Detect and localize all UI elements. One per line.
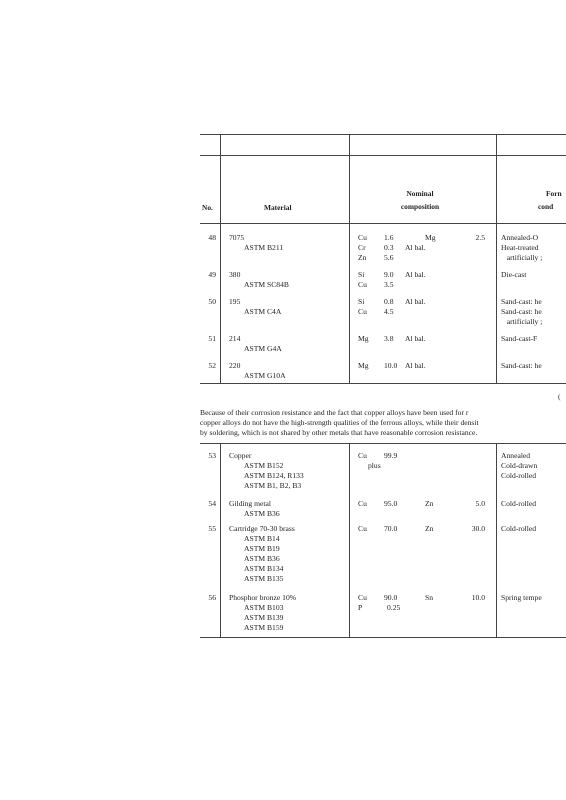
row-49-el1: Si bbox=[358, 270, 365, 279]
row-56-material: Phosphor bronze 10% bbox=[229, 593, 297, 602]
header-condition: cond bbox=[538, 202, 554, 211]
table2-column-rule-no bbox=[220, 443, 221, 637]
row-50-val2: 4.5 bbox=[384, 307, 394, 316]
row-48-val2: 2.5 bbox=[475, 233, 485, 242]
row-48-el4: Zn bbox=[358, 253, 367, 262]
row-56-val2: 10.0 bbox=[471, 593, 485, 602]
row-55-spec-3: ASTM B36 bbox=[244, 554, 280, 563]
row-49-bal: Al bal. bbox=[405, 270, 426, 279]
row-48-el1: Cu bbox=[358, 233, 367, 242]
row-51-bal: Al bal. bbox=[405, 334, 426, 343]
row-50-material: 195 bbox=[229, 297, 241, 306]
row-54-material: Gilding metal bbox=[229, 499, 271, 508]
row-53-plus: plus bbox=[368, 461, 381, 470]
row-50-val1: 0.8 bbox=[384, 297, 394, 306]
row-55-spec-1: ASTM B14 bbox=[244, 534, 280, 543]
row-52-bal: Al bal. bbox=[405, 361, 426, 370]
row-49-val1: 9.0 bbox=[384, 270, 394, 279]
row-49-val2: 3.5 bbox=[384, 280, 394, 289]
row-53-form2: Cold-drawn bbox=[501, 461, 538, 470]
row-54-el1: Cu bbox=[358, 499, 367, 508]
row-50-form3: artificially ; bbox=[501, 317, 543, 326]
row-55-el2: Zn bbox=[425, 524, 434, 533]
row-51-material: 214 bbox=[229, 334, 241, 343]
row-54-spec: ASTM B36 bbox=[244, 509, 280, 518]
row-50-el2: Cu bbox=[358, 307, 367, 316]
row-54-val2: 5.0 bbox=[475, 499, 485, 508]
row-52-material: 220 bbox=[229, 361, 241, 370]
row-54-form1: Cold-rolled bbox=[501, 499, 537, 508]
row-54-el2: Zn bbox=[425, 499, 434, 508]
row-53-form1: Annealed bbox=[501, 451, 531, 460]
body-paragraph-line-3: by soldering, which is not shared by other metals that have reasonable corrosion resistance. bbox=[200, 428, 478, 437]
row-48-spec: ASTM B211 bbox=[244, 243, 284, 252]
row-53-spec-1: ASTM B152 bbox=[244, 461, 284, 470]
row-48-bal: Al bal. bbox=[405, 243, 426, 252]
row-51-no: 51 bbox=[208, 334, 216, 343]
row-49-spec: ASTM SC84B bbox=[244, 280, 289, 289]
table-header-bottom-rule bbox=[200, 223, 566, 224]
row-53-spec-3: ASTM B1, B2, B3 bbox=[244, 481, 302, 490]
column-rule-material bbox=[349, 134, 350, 383]
row-48-form1: Annealed-O bbox=[501, 233, 539, 242]
row-55-spec-2: ASTM B19 bbox=[244, 544, 280, 553]
row-48-form3: artificially ; bbox=[501, 253, 543, 262]
row-53-form3: Cold-rolled bbox=[501, 471, 537, 480]
row-56-el2: Sn bbox=[425, 593, 434, 602]
row-56-spec-3: ASTM B159 bbox=[244, 623, 284, 632]
header-nominal: Nominal bbox=[406, 189, 434, 198]
table-top-rule bbox=[200, 134, 566, 135]
row-56-no: 56 bbox=[208, 593, 216, 602]
row-52-no: 52 bbox=[208, 361, 216, 370]
row-55-val2: 30.0 bbox=[471, 524, 485, 533]
row-48-val4: 5.6 bbox=[384, 253, 394, 262]
row-55-material: Cartridge 70-30 brass bbox=[229, 524, 295, 533]
row-55-val1: 70.0 bbox=[384, 524, 398, 533]
table-bottom-rule bbox=[200, 383, 566, 384]
row-55-spec-4: ASTM B134 bbox=[244, 564, 284, 573]
row-55-el1: Cu bbox=[358, 524, 367, 533]
row-50-form1: Sand-cast: he bbox=[501, 297, 542, 306]
row-53-el1: Cu bbox=[358, 451, 367, 460]
row-50-no: 50 bbox=[208, 297, 216, 306]
row-52-spec: ASTM G10A bbox=[244, 371, 286, 380]
row-48-material: 7075 bbox=[229, 233, 245, 242]
row-50-form2: Sand-cast: he bbox=[501, 307, 542, 316]
row-51-val1: 3.8 bbox=[384, 334, 394, 343]
row-48-el2: Mg bbox=[425, 233, 436, 242]
row-53-spec-2: ASTM B124, R133 bbox=[244, 471, 304, 480]
row-52-form1: Sand-cast: he bbox=[501, 361, 542, 370]
row-53-no: 53 bbox=[208, 451, 216, 460]
row-50-bal: Al bal. bbox=[405, 297, 426, 306]
row-56-spec-1: ASTM B103 bbox=[244, 603, 284, 612]
row-49-el2: Cu bbox=[358, 280, 367, 289]
column-rule-composition bbox=[496, 134, 497, 383]
body-paragraph-line-2: copper alloys do not have the high-strength qualities of the ferrous alloys, while their densit bbox=[200, 418, 479, 427]
row-55-no: 55 bbox=[208, 524, 216, 533]
row-56-el1: Cu bbox=[358, 593, 367, 602]
row-56-el3: P bbox=[358, 603, 363, 612]
row-51-spec: ASTM G4A bbox=[244, 344, 282, 353]
row-56-val1: 90.0 bbox=[384, 593, 398, 602]
row-49-material: 380 bbox=[229, 270, 241, 279]
continued-mark: ( bbox=[558, 392, 561, 401]
row-52-el1: Mg bbox=[358, 361, 369, 370]
column-rule-no bbox=[220, 134, 221, 383]
row-51-form1: Sand-cast-F bbox=[501, 334, 538, 343]
row-56-form1: Spring tempe bbox=[501, 593, 542, 602]
header-composition: composition bbox=[400, 202, 440, 211]
table2-top-rule bbox=[200, 443, 566, 444]
table2-column-rule-material bbox=[349, 443, 350, 637]
row-56-spec-2: ASTM B139 bbox=[244, 613, 284, 622]
row-53-material: Copper bbox=[229, 451, 252, 460]
row-48-no: 48 bbox=[208, 233, 216, 242]
row-56-val3: 0.25 bbox=[387, 603, 401, 612]
row-48-val3: 0.3 bbox=[384, 243, 394, 252]
row-52-val1: 10.0 bbox=[384, 361, 398, 370]
body-paragraph-line-1: Because of their corrosion resistance and the fact that copper alloys have been used for r bbox=[200, 408, 469, 417]
row-48-el3: Cr bbox=[358, 243, 366, 252]
row-49-no: 49 bbox=[208, 270, 216, 279]
table2-column-rule-composition bbox=[496, 443, 497, 637]
header-material: Material bbox=[264, 203, 292, 212]
row-50-spec: ASTM C4A bbox=[244, 307, 282, 316]
row-49-form1: Die-cast bbox=[501, 270, 527, 279]
row-50-el1: Si bbox=[358, 297, 365, 306]
header-no: No. bbox=[202, 203, 213, 212]
row-53-val1: 99.9 bbox=[384, 451, 398, 460]
row-55-spec-5: ASTM B135 bbox=[244, 574, 284, 583]
table2-bottom-rule bbox=[200, 637, 566, 638]
table-header-subrule bbox=[200, 155, 566, 156]
row-51-el1: Mg bbox=[358, 334, 369, 343]
row-48-val1: 1.6 bbox=[384, 233, 394, 242]
row-54-val1: 95.0 bbox=[384, 499, 398, 508]
header-form: Forn bbox=[546, 189, 562, 198]
row-55-form1: Cold-rolled bbox=[501, 524, 537, 533]
row-48-form2: Heat-treated bbox=[501, 243, 539, 252]
row-54-no: 54 bbox=[208, 499, 216, 508]
